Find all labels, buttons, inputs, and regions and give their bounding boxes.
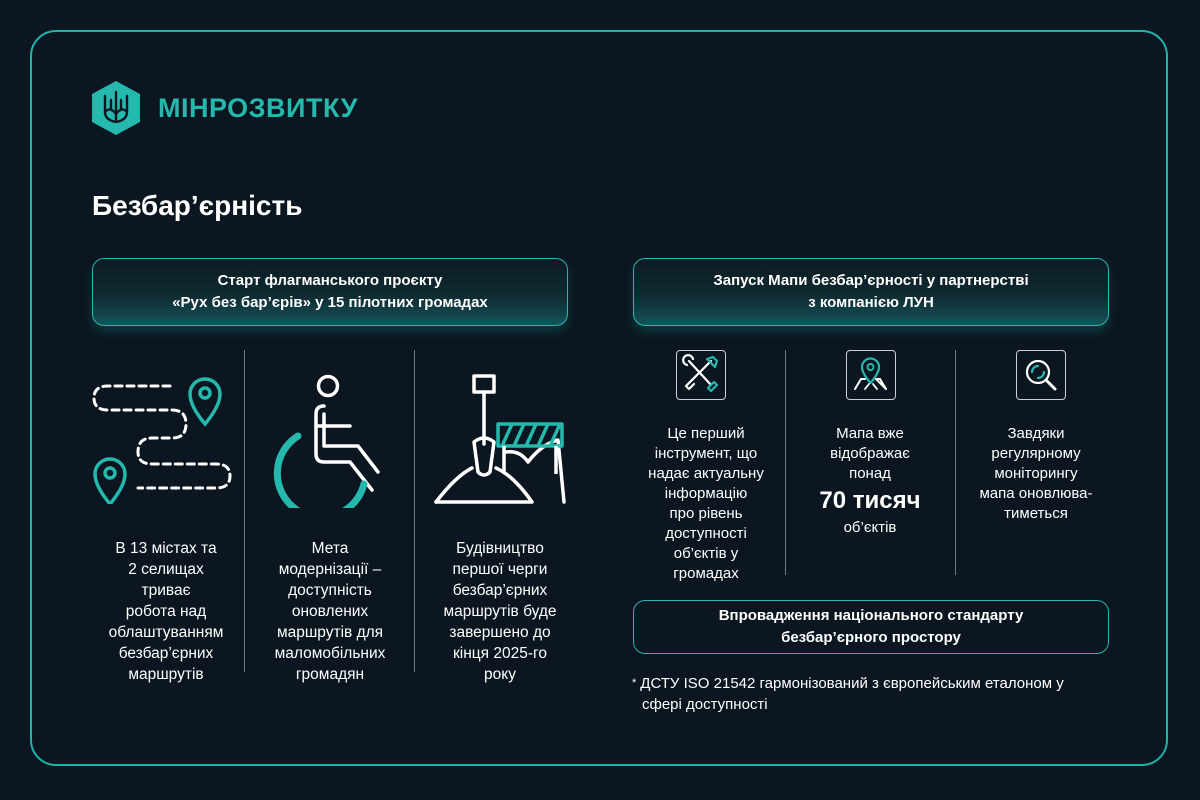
right-section-header: [633, 258, 1109, 326]
right-column-1-text: [636, 424, 776, 584]
text-line: завершено до: [449, 624, 551, 641]
standard-line-1: Впровадження національного стандарту: [718, 607, 1024, 624]
text-line: маршрутів буде: [443, 603, 557, 620]
left-header-line-1: Старт флагманського проєкту: [217, 272, 443, 289]
left-column-2-text: [254, 538, 406, 685]
text-line: інструмент, що: [654, 445, 758, 462]
text-line: Це перший: [667, 425, 745, 442]
text-line: понад: [849, 465, 891, 482]
right-header-line-1: Запуск Мапи безбар’єрності у партнерстві: [713, 272, 1029, 289]
text-line: інформацію: [664, 485, 748, 502]
text-line: моніторингу: [994, 465, 1078, 482]
text-line: громадян: [295, 666, 365, 683]
map-pin-icon: [846, 350, 896, 400]
monitoring-icon: [1016, 350, 1066, 400]
construction-icon: [432, 372, 568, 506]
left-column-3-text: [424, 538, 576, 685]
standard-banner: [633, 600, 1109, 654]
right-divider-2: [955, 350, 956, 575]
text-line: Мапа вже: [836, 425, 904, 442]
footnote: [632, 673, 1122, 715]
left-column-1-text: [92, 538, 240, 685]
right-column-3-text: [966, 424, 1106, 524]
text-line: маршрутів: [128, 666, 204, 683]
text-line: безбар’єрних: [118, 645, 214, 662]
text-line: В 13 містах та: [115, 540, 217, 557]
text-line: 2 селищах: [128, 561, 204, 578]
text-line: Мета: [311, 540, 349, 557]
text-line: доступність: [288, 582, 372, 599]
tools-icon: [676, 350, 726, 400]
text-line: об’єктів: [843, 519, 897, 536]
text-line: триває: [141, 582, 191, 599]
text-line: регулярному: [991, 445, 1081, 462]
right-divider-1: [785, 350, 786, 575]
text-line: робота над: [125, 603, 207, 620]
text-line: кінця 2025-го: [453, 645, 547, 662]
right-column-2-text: [800, 424, 940, 538]
footnote-line-2: сфері доступності: [642, 696, 768, 713]
text-line: облаштуванням: [108, 624, 224, 641]
left-section-header: [92, 258, 568, 326]
right-header-line-2: з компанією ЛУН: [808, 294, 934, 311]
brand-logo: [88, 80, 358, 136]
trident-logo-icon: [88, 80, 144, 136]
standard-line-2: безбар’єрного простору: [781, 629, 961, 646]
text-line: надає актуальну: [648, 465, 764, 482]
left-header-line-2: «Рух без бар’єрів» у 15 пілотних громадах: [172, 294, 488, 311]
text-line: про рівень: [669, 505, 743, 522]
text-line: доступності: [665, 525, 747, 542]
text-line: громадах: [673, 565, 739, 582]
wheelchair-icon: [268, 372, 392, 508]
text-line: безбар’єрних: [452, 582, 548, 599]
brand-name: МІНРОЗВИТКУ: [158, 92, 358, 123]
text-line: маломобільних: [274, 645, 386, 662]
page-title: Безбар’єрність: [92, 190, 303, 221]
objects-count: 70 тисяч: [819, 487, 921, 514]
text-line: тиметься: [1004, 505, 1068, 522]
route-map-icon: [88, 372, 238, 504]
footnote-line-1: ДСТУ ISO 21542 гармонізований з європейським еталоном у: [640, 675, 1064, 692]
text-line: оновлених: [291, 603, 369, 620]
text-line: року: [484, 666, 516, 683]
text-line: відображає: [830, 445, 910, 462]
left-divider-2: [414, 350, 415, 672]
text-line: об’єктів у: [673, 545, 739, 562]
footnote-marker: *: [632, 677, 637, 689]
text-line: Будівництво: [456, 540, 544, 557]
text-line: модернізації –: [278, 561, 382, 578]
text-line: Завдяки: [1007, 425, 1065, 442]
text-line: мапа оновлюва-: [979, 485, 1093, 502]
text-line: маршрутів для: [276, 624, 384, 641]
text-line: першої черги: [452, 561, 548, 578]
left-divider-1: [244, 350, 245, 672]
